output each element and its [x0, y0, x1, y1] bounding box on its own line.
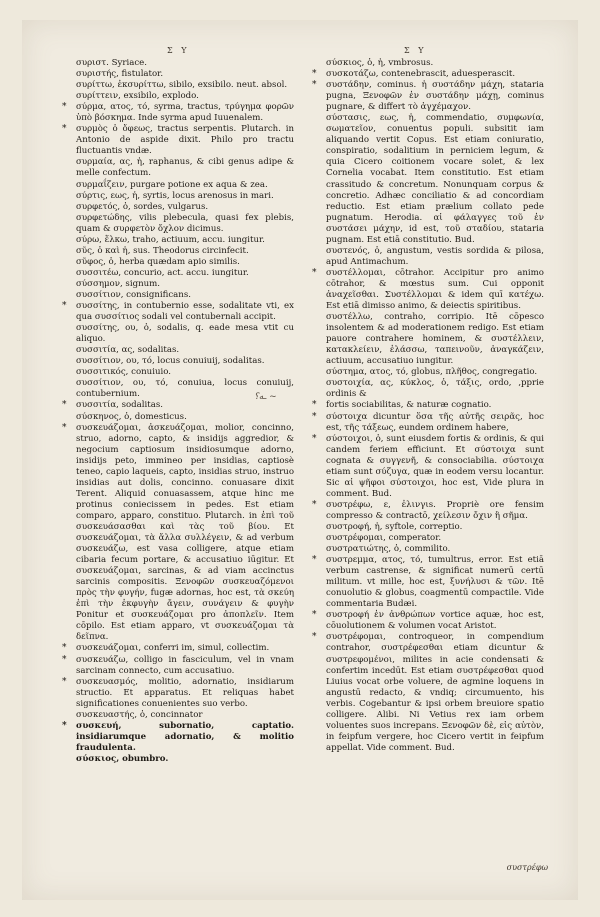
entry-text: συστρέφω, ε, ἐλινγιs. Propriè ore fensim compresso & contractō, χείλεσιν ὄχιν ἢ σῆμα. [326, 499, 544, 521]
dictionary-entry [312, 268, 544, 312]
dictionary-entry [62, 412, 294, 423]
entry-text: συσκευή, subornatio, captatio. insidiarumque adornatio, & molitio fraudulenta. [76, 720, 294, 753]
dictionary-entry [62, 157, 294, 179]
dictionary-entry [312, 69, 544, 80]
dictionary-entry [62, 69, 294, 80]
entry-text: συστενός, ὁ, angustum, vestis sordida & pilosa, apud Antimachum. [326, 245, 544, 267]
dictionary-entry [312, 113, 544, 246]
entry-text: συσσίτιον, ου, τό, locus conuiuij, sodalitas. [76, 356, 265, 367]
dictionary-entry [62, 235, 294, 246]
entry-text: συρφετώδης, vilis plebecula, quasi fex plebis, quam & συρφετὸν ὄχλον dicimus. [76, 212, 294, 234]
asterisk-marker-icon: * [312, 267, 317, 278]
dictionary-entry [62, 301, 294, 323]
asterisk-marker-icon: * [312, 499, 317, 510]
asterisk-marker-icon: * [312, 433, 317, 444]
entry-text: σύστοιχα dicuntur ὅσα τῆς αὐτῆς σειρᾶς, hoc est, τῆς τάξεως, eundem ordinem habere, [326, 411, 544, 433]
entry-text: συρμαΐζειν, purgare potione ex aqua & zea. [76, 179, 268, 190]
asterisk-marker-icon: * [62, 102, 67, 113]
entry-text: συσσιτία, sodalitas. [76, 400, 164, 411]
dictionary-entry [62, 124, 294, 157]
entry-text: συσσίτης, ου, ὁ, sodalis, q. eade mesa vtit cu aliquo. [76, 323, 294, 345]
running-head-right: Σ Υ [404, 46, 427, 55]
dictionary-entry [312, 555, 544, 610]
dictionary-entry [62, 643, 294, 654]
entry-text: συρίττω, ἐκσυρίττω, sibilo, exsibilo. neut. absol. [76, 80, 288, 91]
entry-text: συριστ. Syriace. [76, 58, 147, 68]
asterisk-marker-icon: * [62, 720, 67, 731]
dictionary-entry [62, 721, 294, 754]
entry-text: συσσιτέω, concurio, act. accu. iungitur. [76, 267, 249, 278]
asterisk-marker-icon: * [62, 643, 67, 654]
asterisk-marker-icon: * [62, 301, 67, 312]
dictionary-entry [312, 434, 544, 500]
entry-text: σύρω, ἕλκω, traho, actiuum, accu. iungitur. [76, 234, 265, 245]
dictionary-entry [312, 500, 544, 522]
entry-text: συσσίτιον, consignificans. [76, 289, 191, 300]
dictionary-entry [62, 677, 294, 710]
entry-text: συσσιτία, ας, sodalitas. [76, 345, 180, 356]
dictionary-entry [312, 80, 544, 113]
dictionary-entry [62, 400, 294, 411]
entry-text: συστέλλομαι, cōtrahor. Accipitur pro animo cōtrahor, & mœstus sum. Cui opponit ἀναχεῖσθαι. Συστέλλομαι & idem quī κατέχω. Est etiā dimisso animo, & deiectis spiritibus. [326, 267, 544, 312]
asterisk-marker-icon: * [312, 400, 317, 411]
entry-text: συρίττειν, exsibilo, explodo. [76, 91, 199, 102]
entry-text: fortis sociabilitas, & naturæ cognatio. [326, 400, 492, 411]
dictionary-entry [62, 754, 294, 765]
dictionary-entry [62, 180, 294, 191]
asterisk-marker-icon: * [312, 69, 317, 80]
entry-text: σῦς, ὁ καὶ ἡ, sus. Theodorus circinfecit. [76, 245, 249, 256]
dictionary-entry [62, 246, 294, 257]
entry-text: συστροφή, ἡ, syftole, correptio. [326, 521, 463, 532]
dictionary-entry [312, 58, 544, 69]
asterisk-marker-icon: * [312, 80, 317, 91]
entry-text: σύρτις, εως, ἡ, syrtis, locus arenosus in mari. [76, 190, 274, 201]
dictionary-entry [62, 279, 294, 290]
entry-text: συστάδην, cominus. ἡ συστάδην μάχη, stataria pugna, Ξενοφῶν ἐν συστάδην μάχῃ, cominus pugnare, & differt τὸ ἀγχέμαχον. [326, 80, 544, 113]
dictionary-entry [62, 202, 294, 213]
entry-text: συσσίτης, in contubernio esse, sodalitate vti, ex qua συσσίτιος sodali vel contubernali accipit. [76, 301, 294, 323]
margin-annotation: ـه؟ ~ [254, 392, 277, 402]
dictionary-entry [62, 710, 294, 721]
dictionary-entry [62, 213, 294, 235]
dictionary-entry [62, 345, 294, 356]
entry-text: συστρέφομαι, comperator. [326, 533, 442, 544]
right-column [312, 58, 544, 754]
entry-text: συστοιχία, ας, κύκλος, ὁ, τάξις, ordo, ,pprie ordinis & [326, 378, 544, 400]
dictionary-entry [62, 655, 294, 677]
dictionary-entry [312, 522, 544, 533]
dictionary-entry [312, 533, 544, 544]
asterisk-marker-icon: * [312, 411, 317, 422]
dictionary-entry [62, 268, 294, 279]
asterisk-marker-icon: * [312, 610, 317, 621]
dictionary-entry [312, 412, 544, 434]
asterisk-marker-icon: * [62, 124, 67, 135]
dictionary-entry [312, 367, 544, 378]
dictionary-entry [62, 80, 294, 91]
entry-text: συσκευάζω, colligo in fasciculum, vel in vnam sarcinam connecto, cum accusatiuo. [76, 654, 294, 676]
dictionary-entry [62, 257, 294, 268]
entry-text: συσκευαστής, ὁ, concinnator [76, 709, 203, 720]
entry-text: συσκευάζομαι, conferri im, simul, collectim. [76, 643, 270, 654]
dictionary-entry [312, 610, 544, 632]
dictionary-entry [62, 58, 294, 69]
entry-text: σύσκηνος, ὁ, domesticus. [76, 411, 187, 422]
dictionary-entry [62, 191, 294, 202]
asterisk-marker-icon: * [62, 654, 67, 665]
entry-text: σῦφος, ὁ, herba quædam apio similis. [76, 256, 240, 267]
entry-text: συσκευασμός, molitio, adornatio, insidiarum structio. Et apparatus. Et reliquas habet significationes conuenientes suo verbo. [76, 676, 294, 709]
entry-text: σύστοιχοι, ὁ, sunt eiusdem fortis & ordinis, & qui candem feriem efficiunt. Et σύστοιχα sunt cognata & συγγενῆ, & consociabilia. σύστοιχα etiam sunt σύζυγα, quæ in eodem versu locantur. Sic αἱ ψῆφοι σύστοιχοι, hoc est, Vide plura in comment. Bud. [326, 433, 544, 499]
entry-text: συρμαία, ας, ἡ, raphanus, & cibi genus adipe & melle confectum. [76, 157, 294, 179]
running-head-left: Σ Υ [167, 46, 190, 55]
entry-text: σύρμα, ατος, τό, syrma, tractus, τρύγημα φορῶν ὑπὸ βόσκημα. Inde syrma apud Iuuenalem. [76, 102, 294, 124]
entry-text: σύσκιος, obumbro. [76, 753, 169, 764]
dictionary-entry [312, 632, 544, 754]
entry-text: συρφετός, ὁ, sordes, vulgarus. [76, 201, 209, 212]
entry-text: σύσκιος, ὁ, ἡ, vmbrosus. [326, 58, 434, 68]
entry-text: συσκευάζομαι, ἀσκευάζομαι, molior, concinno, struo, adorno, capto, & insidijs aggredior, & negocium captiosum insidiosumque adorno, insidijs peto, immineo per insidias, captiosè teneo, capio laqueis, capto, insidias struo, instruo insidias aut dolis, concinno. conuasare dixit Terent. Aliquid conuasassem, atque hinc me protinus coniecissem in pedes. Est etiam comparo, apparo, constituo. Plutarch. in ἐπὶ τοῦ συσκευάσασθαι καὶ τὰς τοῦ βίου. Et συσκευάζομαι, τὰ ἄλλα συλλέγειν, & ad verbum συσκευάζω, est vasa colligere, atque etiam cibaria fecum portare, & accusatiuo iūgitur. Et συσκευάζομαι, sarcinas, & ad viam accinctus sarcinis compositis. Ξενοφῶν συσκευαζόμενοι πρὸς τὴν φυγήν, fugæ adornas, hoc est, τὰ σκεύη ἐπὶ τὴν ἐκφυγὴν ἄγειν, συνάγειν & φυγὴν Ponitur et συσκευάζομαι pro ἀποπλεῖν. Item cōpilo. Est etiam apparo, vt συσκευάζομαι τὰ δεῖπνα. [76, 422, 294, 643]
dictionary-entry [62, 356, 294, 367]
entry-text: συσκοτάζω, contenebrascit, aduesperascit. [326, 69, 516, 80]
dictionary-entry [62, 323, 294, 345]
dictionary-entry [62, 290, 294, 301]
entry-text: συστρεμμα, ατος, τό, tumultrus, error. Est etiā verbum castrense, & significat numerū certū militum. vt mille, hoc est, ξυνήλυσι & τῶν. Itē conuolutio & globus, coagmentū compactile. Vide commentaria Budæi. [326, 555, 544, 610]
left-column [62, 58, 294, 765]
dictionary-entry [62, 91, 294, 102]
asterisk-marker-icon: * [312, 632, 317, 643]
dictionary-entry [312, 378, 544, 400]
entry-text: συστροφή ἐν ἀνθρώπων vortice aquæ, hoc est, cōuolutionem & volumen vocat Aristot. [326, 610, 544, 632]
entry-text: συσσιτικός, conuiuio. [76, 367, 171, 378]
entry-text: συστρατιώτης, ὁ, commilito. [326, 544, 451, 555]
entry-text: συστέλλω, contraho, corripio. Itē cōpesco insolentem & ad moderationem redigo. Est etiam pauore contrahere hominem, & συστέλλειν, κατακλείειν, ἐλάσσω, ταπεινοῦν, ἀναγκάζειν, actiuum, accusatiuo iungitur. [326, 312, 544, 367]
entry-text: συριστής, fistulator. [76, 69, 164, 80]
asterisk-marker-icon: * [312, 555, 317, 566]
dictionary-entry [312, 544, 544, 555]
dictionary-entry [312, 246, 544, 268]
dictionary-entry [62, 102, 294, 124]
dictionary-entry [62, 367, 294, 378]
entry-text: σύσσημον, signum. [76, 278, 161, 289]
dictionary-entry [62, 423, 294, 644]
catchword: συστρέφω [506, 863, 548, 872]
dictionary-entry [312, 400, 544, 411]
entry-text: συστρέφομαι, controqueor, in compendium contrahor, συστρέφεσθαι etiam dicuntur & συστρεφομένοι, milites in acie condensati & confertim incedūt. Est etiam συστρέφεσθαι quod Liuius vocat orbe voluere, de agmine loquens in angustū redacto, & vndiq; circumuento, his verbis. Cogebantur & ipsi orbem breuiore spatio colligere. Alibi. Ni Vetius rex iam orbem voluentes suos increpans. Ξενοφῶν δὲ, εἰς αὑτὸν, in feipfum vergere, hoc Cicero vertit in feipfum appellat. Vide comment. Bud. [326, 632, 544, 753]
asterisk-marker-icon: * [62, 422, 67, 433]
entry-text: συσσίτιον, ου, τό, conuiua, locus conuiuij, contubernium. [76, 378, 294, 400]
book-page [22, 20, 578, 900]
asterisk-marker-icon: * [62, 400, 67, 411]
dictionary-entry [312, 312, 544, 367]
entry-text: σύστασις, εως, ἡ, commendatio, συμφωνία, σωματεῖον, conuentus populi. subsitit iam aliquando vertit Copus. Est etiam coniuratio, conspiratio, sodalitium in perniciem legum, & quia Cicero coitionem vocare solet, & lex Cornelia vocabat. Item constitutio. Est etiam crassitudo & concretum. Nonunquam corpus & concretio. Adhæc conciliatio & ad concordiam reductio. Est etiam prælium collato pede pugnatum. Herodia. αἱ φάλαγγες τοῦ ἐν συστάσει μάχην, id est, τοῦ σταδίου, stataria pugnam. Est etiā constitutio. Bud. [326, 113, 544, 245]
entry-text: σύστημα, ατος, τό, globus, πλῆθος, congregatio. [326, 367, 538, 378]
asterisk-marker-icon: * [62, 676, 67, 687]
entry-text: συρμὸς ὁ ὄφεως, tractus serpentis. Plutarch. in Antonio de aspide dixit. Philo pro tractu fluctuantis vndæ. [76, 124, 294, 157]
